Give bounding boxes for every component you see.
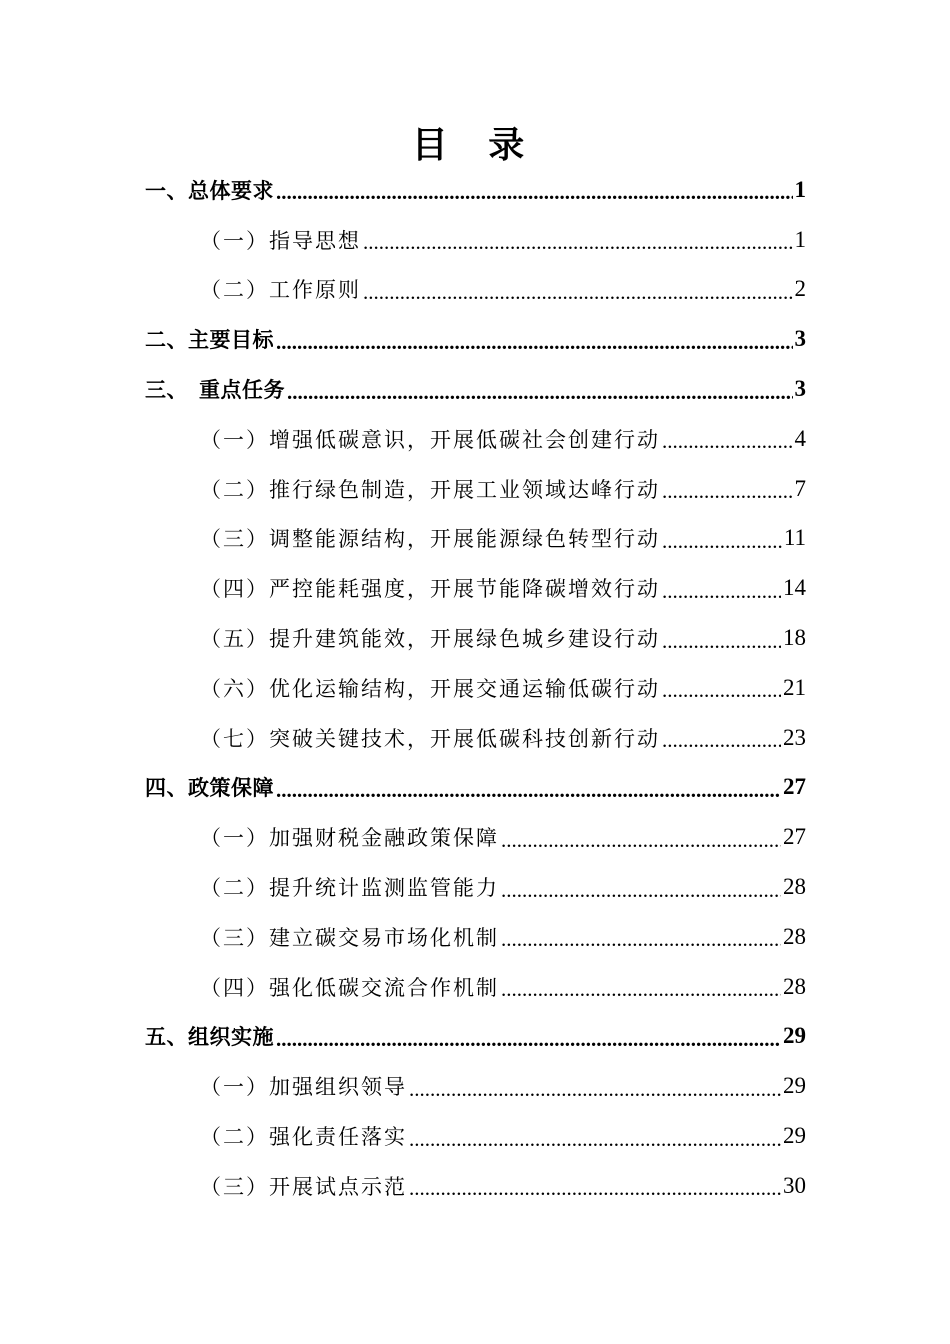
toc-page-number: 1 — [794, 176, 806, 202]
page-title: 目 录 — [411, 124, 539, 166]
dot-leader — [409, 1178, 781, 1199]
dot-leader — [409, 1079, 781, 1100]
toc-entry-text: （一）加强组织领导 — [200, 1075, 407, 1100]
dot-leader — [287, 382, 793, 403]
toc-entry[interactable] — [0, 314, 950, 364]
toc-page-number: 3 — [794, 326, 806, 352]
toc-entry-text: 五、组织实施 — [145, 1025, 274, 1050]
toc-page-number: 29 — [783, 1123, 806, 1149]
toc-entry-text: （二）推行绿色制造，开展工业领域达峰行动 — [200, 477, 660, 502]
dot-leader — [276, 182, 793, 203]
toc-page-number: 28 — [783, 973, 806, 999]
toc-entry[interactable] — [0, 364, 950, 414]
toc-entry-text: 三、 重点任务 — [145, 378, 285, 403]
toc-page-number: 18 — [783, 625, 806, 651]
toc-page-number: 23 — [783, 724, 806, 750]
toc-page-number: 3 — [794, 376, 806, 402]
dot-leader — [276, 332, 793, 353]
toc-entry-text: （六）优化运输结构，开展交通运输低碳行动 — [200, 676, 660, 701]
toc-page-number: 2 — [794, 276, 806, 302]
toc-page-number: 29 — [783, 1073, 806, 1099]
toc-entry[interactable] — [0, 514, 950, 564]
toc-entry[interactable] — [0, 165, 950, 215]
toc-page-number: 30 — [783, 1172, 806, 1198]
toc-entry-text: （一）增强低碳意识，开展低碳社会创建行动 — [200, 427, 660, 452]
dot-leader — [276, 780, 781, 801]
dot-leader — [363, 282, 793, 303]
toc-entry-text: （二）工作原则 — [200, 278, 361, 303]
toc-entry[interactable] — [0, 862, 950, 912]
toc-entry[interactable] — [0, 713, 950, 763]
toc-entry[interactable] — [0, 1111, 950, 1161]
dot-leader — [662, 531, 782, 552]
toc-entry[interactable] — [0, 265, 950, 315]
toc-entry[interactable] — [0, 1061, 950, 1111]
toc-entry-text: （二）强化责任落实 — [200, 1125, 407, 1150]
toc-entry[interactable] — [0, 912, 950, 962]
dot-leader — [662, 730, 781, 751]
toc-page-number: 14 — [783, 575, 806, 601]
toc-entry[interactable] — [0, 1161, 950, 1211]
dot-leader — [501, 880, 781, 901]
toc-page-number: 7 — [794, 475, 806, 501]
dot-leader — [501, 830, 781, 851]
toc-page-number: 28 — [783, 874, 806, 900]
toc-entry[interactable] — [0, 613, 950, 663]
toc-entry-text: （五）提升建筑能效，开展绿色城乡建设行动 — [200, 627, 660, 652]
toc-entry[interactable] — [0, 563, 950, 613]
toc-page-number: 28 — [783, 923, 806, 949]
toc-page-number: 27 — [783, 824, 806, 850]
toc-entry[interactable] — [0, 215, 950, 265]
toc-page-number: 1 — [794, 226, 806, 252]
dot-leader — [662, 631, 781, 652]
toc-entry-text: 二、主要目标 — [145, 328, 274, 353]
toc-list — [0, 165, 950, 1211]
toc-entry-text: （一）加强财税金融政策保障 — [200, 826, 499, 851]
toc-entry-text: 一、总体要求 — [145, 178, 274, 203]
dot-leader — [501, 979, 781, 1000]
toc-entry[interactable] — [0, 464, 950, 514]
dot-leader — [662, 431, 793, 452]
toc-entry[interactable] — [0, 962, 950, 1012]
toc-entry[interactable] — [0, 812, 950, 862]
dot-leader — [662, 481, 793, 502]
toc-page-number: 29 — [783, 1023, 806, 1049]
toc-entry[interactable] — [0, 663, 950, 713]
toc-entry-text: （四）严控能耗强度，开展节能降碳增效行动 — [200, 577, 660, 602]
toc-page-number: 4 — [794, 425, 806, 451]
toc-page-number: 27 — [783, 774, 806, 800]
toc-entry-text: （四）强化低碳交流合作机制 — [200, 975, 499, 1000]
toc-entry-text: 四、政策保障 — [145, 776, 274, 801]
dot-leader — [501, 929, 781, 950]
toc-entry-text: （三）开展试点示范 — [200, 1174, 407, 1199]
toc-page-number: 21 — [783, 674, 806, 700]
toc-entry-text: （三）调整能源结构，开展能源绿色转型行动 — [200, 527, 660, 552]
dot-leader — [276, 1029, 781, 1050]
toc-page-number: 11 — [783, 525, 806, 551]
dot-leader — [409, 1129, 781, 1150]
toc-entry-text: （一）指导思想 — [200, 228, 361, 253]
toc-entry-text: （七）突破关键技术，开展低碳科技创新行动 — [200, 726, 660, 751]
toc-entry-text: （三）建立碳交易市场化机制 — [200, 925, 499, 950]
dot-leader — [662, 581, 781, 602]
toc-entry-text: （二）提升统计监测监管能力 — [200, 876, 499, 901]
dot-leader — [363, 232, 793, 253]
toc-entry[interactable] — [0, 414, 950, 464]
toc-entry[interactable] — [0, 763, 950, 813]
toc-entry[interactable] — [0, 1012, 950, 1062]
dot-leader — [662, 680, 781, 701]
